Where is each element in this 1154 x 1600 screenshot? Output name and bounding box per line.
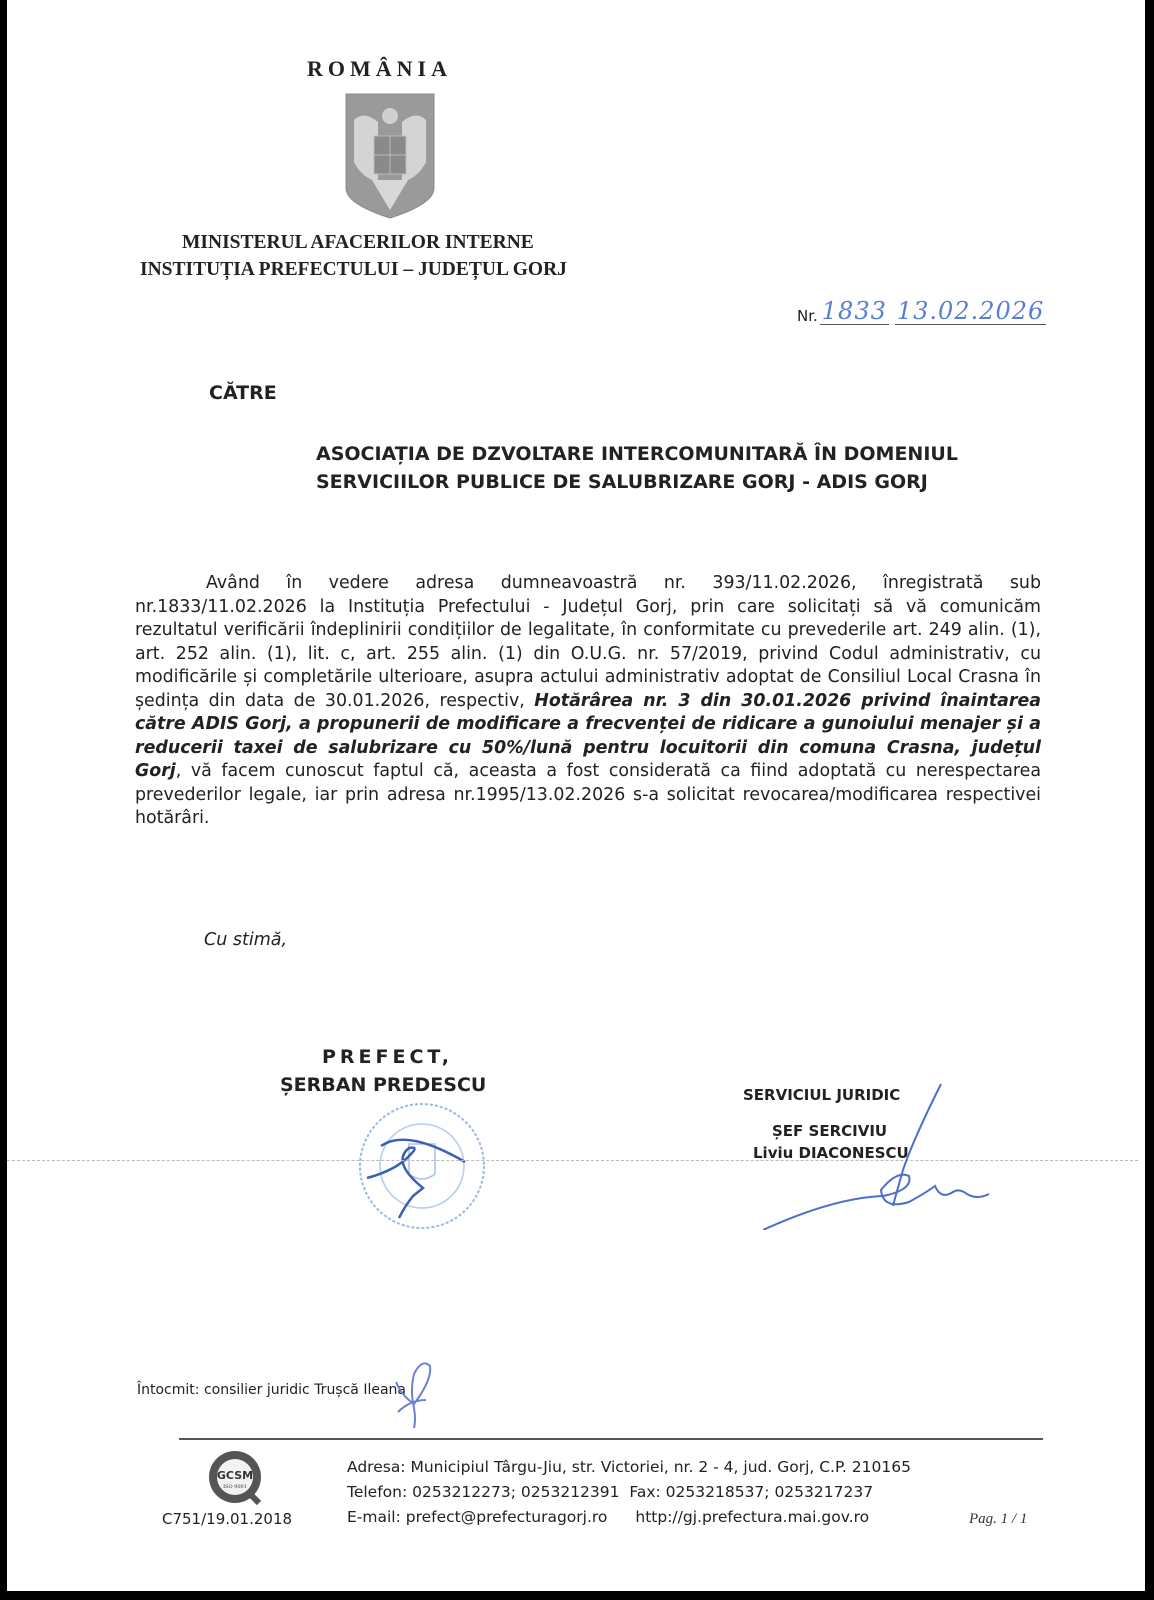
legal-chief-title: ȘEF SERCIVIU [772,1122,888,1140]
footer-website-link[interactable]: http://gj.prefectura.mai.gov.ro [635,1508,870,1526]
legal-department: SERVICIUL JURIDIC [743,1086,901,1104]
romania-coat-of-arms-icon [344,92,436,220]
page-number: Pag. 1 / 1 [969,1511,1028,1527]
registration-number [797,298,1046,325]
prefect-name: ȘERBAN PREDESCU [280,1074,487,1096]
footer-email[interactable]: E-mail: prefect@prefecturagorj.ro [347,1508,608,1526]
registration-date: 13.02.2026 [896,297,1045,325]
preparer-signature-icon [392,1360,442,1430]
registration-label: Nr. [797,307,818,325]
footer-contact [347,1455,911,1530]
recipient-line-1: ASOCIAȚIA DE DZVOLTARE INTERCOMUNITARĂ ÎN DOMENIUL [316,443,958,465]
letter-body [135,572,1041,831]
footer-address: Adresa: Municipiul Târgu-Jiu, str. Victoriei, nr. 2 - 4, jud. Gorj, C.P. 210165 [347,1458,911,1476]
prepared-by: Întocmit: consilier juridic Trușcă Ileana [137,1382,406,1398]
official-round-stamp-icon [337,1100,507,1234]
recipient-name [316,440,958,496]
body-emphasis: Hotărârea nr. 3 din 30.01.2026 privind înaintarea către ADIS Gorj, a propunerii de modificare a frecvenței de ridicare a gunoiului menajer și a reducerii taxei de salubrizare cu 50%/lună pentru locuitorii din comuna Crasna, județul Gorj [135,690,1041,781]
closing-salutation: Cu stimă, [204,930,288,950]
body-text-part-1: Având în vedere adresa dumneavoastră nr. 393/11.02.2026, înregistrată sub nr.1833/11.02.2026 la Instituția Prefectului - Județul Gorj, prin care solicitați să vă comunicăm rezultatul verificării îndeplinirii condițiilor de legalitate, în conformitate cu prevederile art. 249 alin. (1), art. 252 alin. (1), lit. c, art. 255 alin. (1) din O.U.G. nr. 57/2019, privind Codul administrativ, cu modificările și completările ulterioare, asupra actului administrativ adoptat de Consiliul Local Crasna în ședința din data de 30.01.2026, respectiv, [135,573,1041,711]
prefect-title: PREFECT, [322,1046,453,1068]
iso-standard-text: ISO 9001 [223,1484,247,1490]
recipient-line-2: SERVICIILOR PUBLICE DE SALUBRIZARE GORJ - ADIS GORJ [316,471,928,493]
footer-divider [179,1438,1043,1440]
recipient-label: CĂTRE [209,382,277,404]
legal-chief-name: Liviu DIACONESCU [753,1144,909,1162]
country-heading: ROMÂNIA [307,56,452,81]
registration-number-value: 1833 [821,297,887,325]
iso-logo-text: GCSM [216,1469,254,1482]
institution-name: INSTITUȚIA PREFECTULUI – JUDEȚUL GORJ [140,259,567,280]
body-text-part-2: , vă facem cunoscut faptul că, aceasta a fost considerată ca fiind adoptată cu nerespectarea prevederilor legale, iar prin adresa nr.1995/13.02.2026 s-a solicitat revocarea/modificarea respectivei hotărâri. [135,761,1041,828]
iso-certification-logo-icon [203,1450,269,1506]
document-page [7,0,1145,1591]
ministry-name: MINISTERUL AFACERILOR INTERNE [182,232,534,253]
certificate-code: C751/19.01.2018 [162,1510,293,1528]
handwritten-signature-icon [763,1080,1003,1230]
footer-phone-fax: Telefon: 0253212273; 0253212391 Fax: 0253218537; 0253217237 [347,1483,874,1501]
